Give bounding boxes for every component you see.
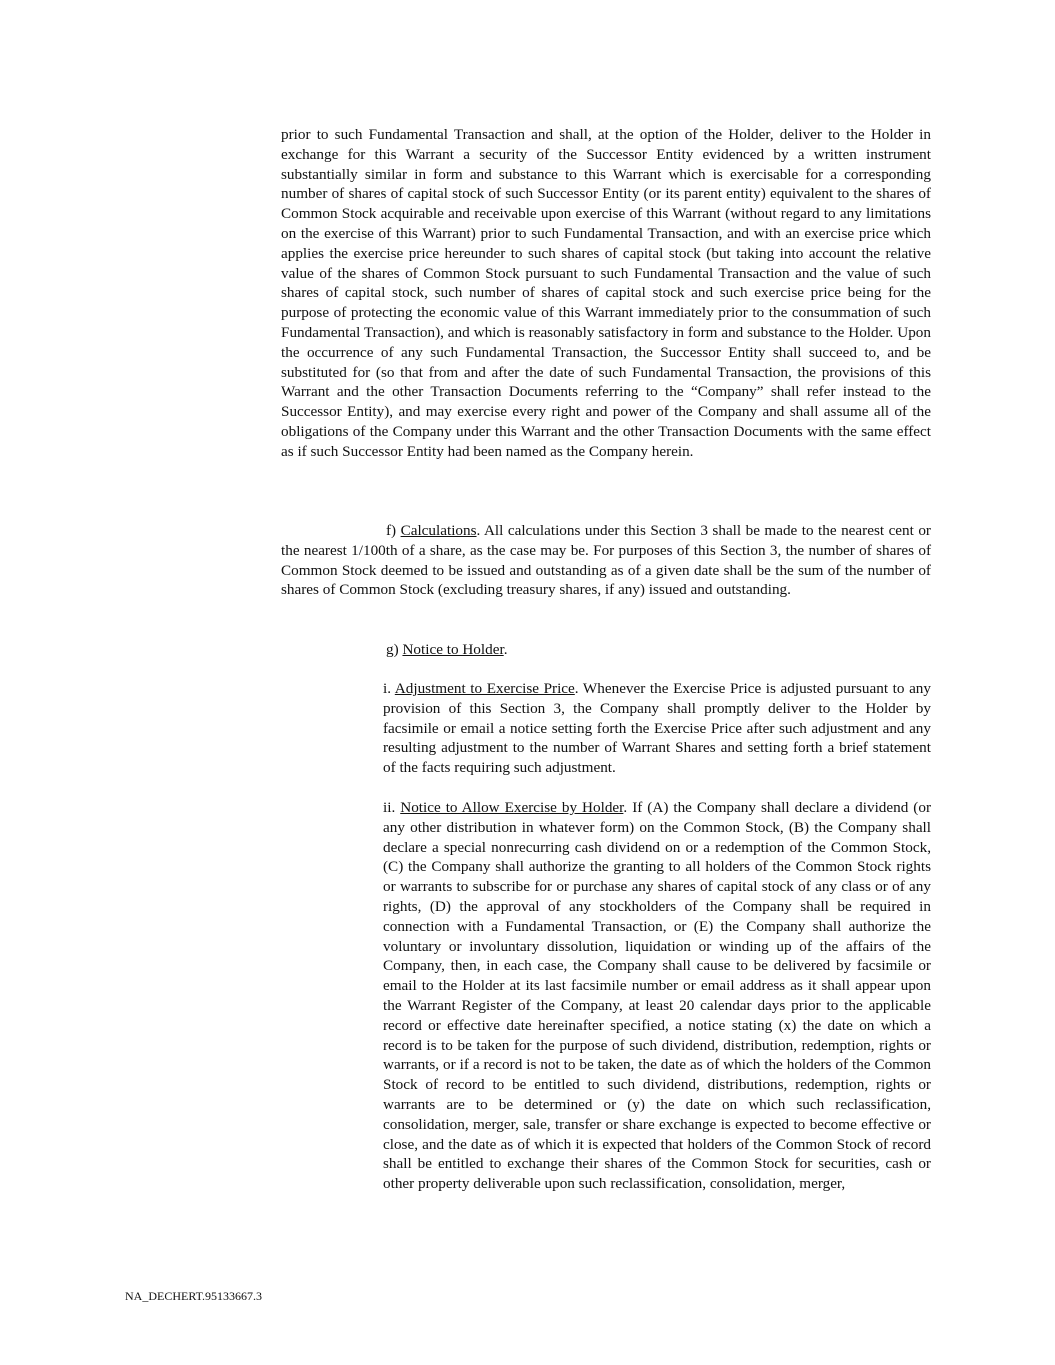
paragraph-adjustment-to-exercise-price — [383, 679, 931, 778]
subsection-heading-allow-exercise: Notice to Allow Exercise by Holder — [400, 799, 624, 816]
footer-document-id: NA_DECHERT.95133667.3 — [125, 1289, 263, 1303]
adjustment-body: . Whenever the Exercise Price is adjusted pursuant to any provision of this Section 3, the Company shall promptly deliver to the Holder by facsimile or email a notice setting forth the Exercise Price after such adjustment and any resulting adjustment to the number of Warrant Shares and setting forth a brief statement of the facts requiring such adjustment. — [383, 680, 931, 777]
section-marker-f: f) — [386, 522, 401, 539]
notice-to-holder-tail: . — [503, 641, 508, 658]
section-heading-calculations: Calculations — [400, 522, 477, 539]
paragraph-fundamental-transaction-continuation: prior to such Fundamental Transaction and shall, at the option of the Holder, deliver to the Holder in exchange for this Warrant a security of the Successor Entity evidenced by a written instrument substantially similar in form and substance to this Warrant which is exercisable for a corresponding number of shares of capital stock of such Successor Entity (or its parent entity) equivalent to the shares of Common Stock acquirable and receivable upon exercise of this Warrant (without regard to any limitations on the exercise of this Warrant) prior to such Fundamental Transaction, and with an exercise price which applies the exercise price hereunder to such shares of capital stock (but taking into account the relative value of the shares of Common Stock pursuant to such Fundamental Transaction and the value of such shares of capital stock, such number of shares of capital stock and such exercise price being for the purpose of protecting the economic value of this Warrant immediately prior to the consummation of such Fundamental Transaction), and which is reasonably satisfactory in form and substance to the Holder. Upon the occurrence of any such Fundamental Transaction, the Successor Entity shall succeed to, and be substituted for (so that from and after the date of such Fundamental Transaction, the provisions of this Warrant and the other Transaction Documents referring to the “Company” shall refer instead to the Successor Entity), and may exercise every right and power of the Company and shall assume all of the obligations of the Company under this Warrant and the other Transaction Documents with the same effect as if such Successor Entity had been named as the Company herein. — [281, 126, 931, 460]
subsection-heading-adjustment: Adjustment to Exercise Price — [394, 680, 575, 697]
section-marker-g: g) — [386, 641, 403, 658]
subsection-marker-ii: ii. — [383, 799, 401, 816]
subsection-marker-i: i. — [383, 680, 395, 697]
paragraph-notice-to-allow-exercise — [383, 798, 931, 1194]
section-heading-notice-to-holder: Notice to Holder — [402, 641, 504, 658]
allow-exercise-body: . If (A) the Company shall declare a dividend (or any other distribution in whatever form) on the Common Stock, (B) the Company shall declare a special nonrecurring cash dividend on or a redemption of the Common Stock, (C) the Company shall authorize the granting to all holders of the Common Stock rights or warrants to subscribe for or purchase any shares of capital stock of any class or of any rights, (D) the approval of any stockholders of the Company shall be required in connection with a Fundamental Transaction, or (E) the Company shall authorize the voluntary or involuntary dissolution, liquidation or winding up of the affairs of the Company, then, in each case, the Company shall cause to be delivered by facsimile or email to the Holder at its last facsimile number or email address as it shall appear upon the Warrant Register of the Company, at least 20 calendar days prior to the applicable record or effective date hereinafter specified, a notice stating (x) the date on which a record is to be taken for the purpose of such dividend, distribution, redemption, rights or warrants, or if a record is not to be taken, the date as of which the holders of the Common Stock of record to be entitled to such dividend, distributions, redemption, rights or warrants are to be determined or (y) the date on which such reclassification, consolidation, merger, sale, transfer or share exchange is expected to become effective or close, and the date as of which it is expected that holders of the Common Stock of record shall be entitled to exchange their shares of the Common Stock for securities, cash or other property deliverable upon such reclassification, consolidation, merger, — [383, 799, 932, 1193]
paragraph-calculations — [281, 521, 931, 600]
paragraph-notice-to-holder — [386, 640, 931, 660]
calculations-body: . All calculations under this Section 3 shall be made to the nearest cent or the nearest 1/100th of a share, as the case may be. For purposes of this Section 3, the number of shares of Common Stock deemed to be issued and outstanding as of a given date shall be the sum of the number of shares of Common Stock (excluding treasury shares, if any) issued and outstanding. — [281, 522, 931, 599]
